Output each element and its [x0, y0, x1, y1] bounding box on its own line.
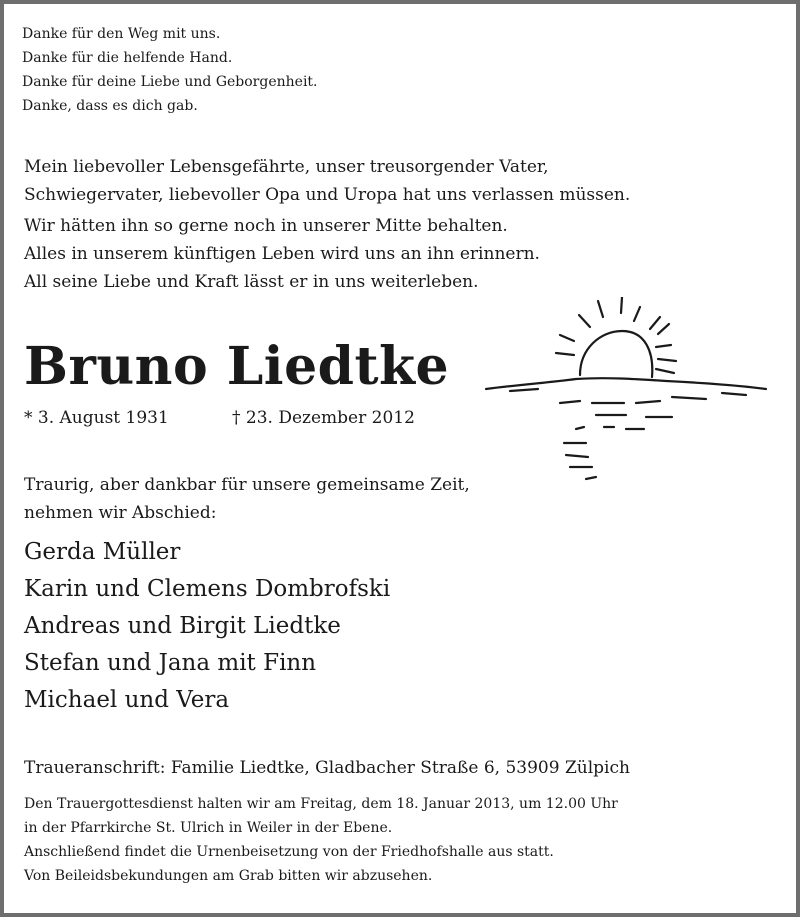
poem-line: Danke für deine Liebe und Geborgenheit. [22, 74, 318, 90]
service-line: Den Trauergottesdienst halten wir am Freitag, dem 18. Januar 2013, um 12.00 Uhr [24, 796, 618, 812]
poem-line: Danke für den Weg mit uns. [22, 26, 221, 42]
service-info [24, 792, 618, 888]
death-date: † 23. Dezember 2012 [232, 408, 415, 428]
service-line: in der Pfarrkirche St. Ulrich in Weiler in der Ebene. [24, 820, 393, 836]
intro-line: Schwiegervater, liebevoller Opa und Uropa hat uns verlassen müssen. [24, 185, 631, 205]
mourners-list [24, 534, 390, 719]
intro-line: All seine Liebe und Kraft lässt er in uns weiterleben. [24, 272, 479, 292]
mourner-name: Stefan und Jana mit Finn [24, 650, 317, 676]
mourning-address: Traueranschrift: Familie Liedtke, Gladbacher Straße 6, 53909 Zülpich [24, 758, 630, 778]
service-line: Von Beileidsbekundungen am Grab bitten wir abzusehen. [24, 868, 433, 884]
poem-line: Danke, dass es dich gab. [22, 98, 198, 114]
deceased-name: Bruno Liedtke [24, 336, 450, 397]
mourner-name: Michael und Vera [24, 687, 230, 713]
service-line: Anschließend findet die Urnenbeisetzung von der Friedhofshalle aus statt. [24, 844, 554, 860]
mourner-name: Andreas und Birgit Liedtke [24, 613, 341, 639]
farewell-text [24, 471, 470, 527]
intro-text [24, 153, 630, 296]
sunset-over-sea-icon [476, 297, 776, 512]
intro-line: Wir hätten ihn so gerne noch in unserer Mitte behalten. [24, 216, 508, 236]
thanks-poem [22, 22, 318, 118]
mourner-name: Gerda Müller [24, 539, 181, 565]
farewell-line: Traurig, aber dankbar für unsere gemeinsame Zeit, [24, 475, 470, 495]
mourner-name: Karin und Clemens Dombrofski [24, 576, 391, 602]
intro-line: Mein liebevoller Lebensgefährte, unser treusorgender Vater, [24, 157, 549, 177]
farewell-line: nehmen wir Abschied: [24, 503, 217, 523]
poem-line: Danke für die helfende Hand. [22, 50, 233, 66]
birth-date: * 3. August 1931 [24, 408, 169, 428]
intro-line: Alles in unserem künftigen Leben wird uns an ihn erinnern. [24, 244, 540, 264]
